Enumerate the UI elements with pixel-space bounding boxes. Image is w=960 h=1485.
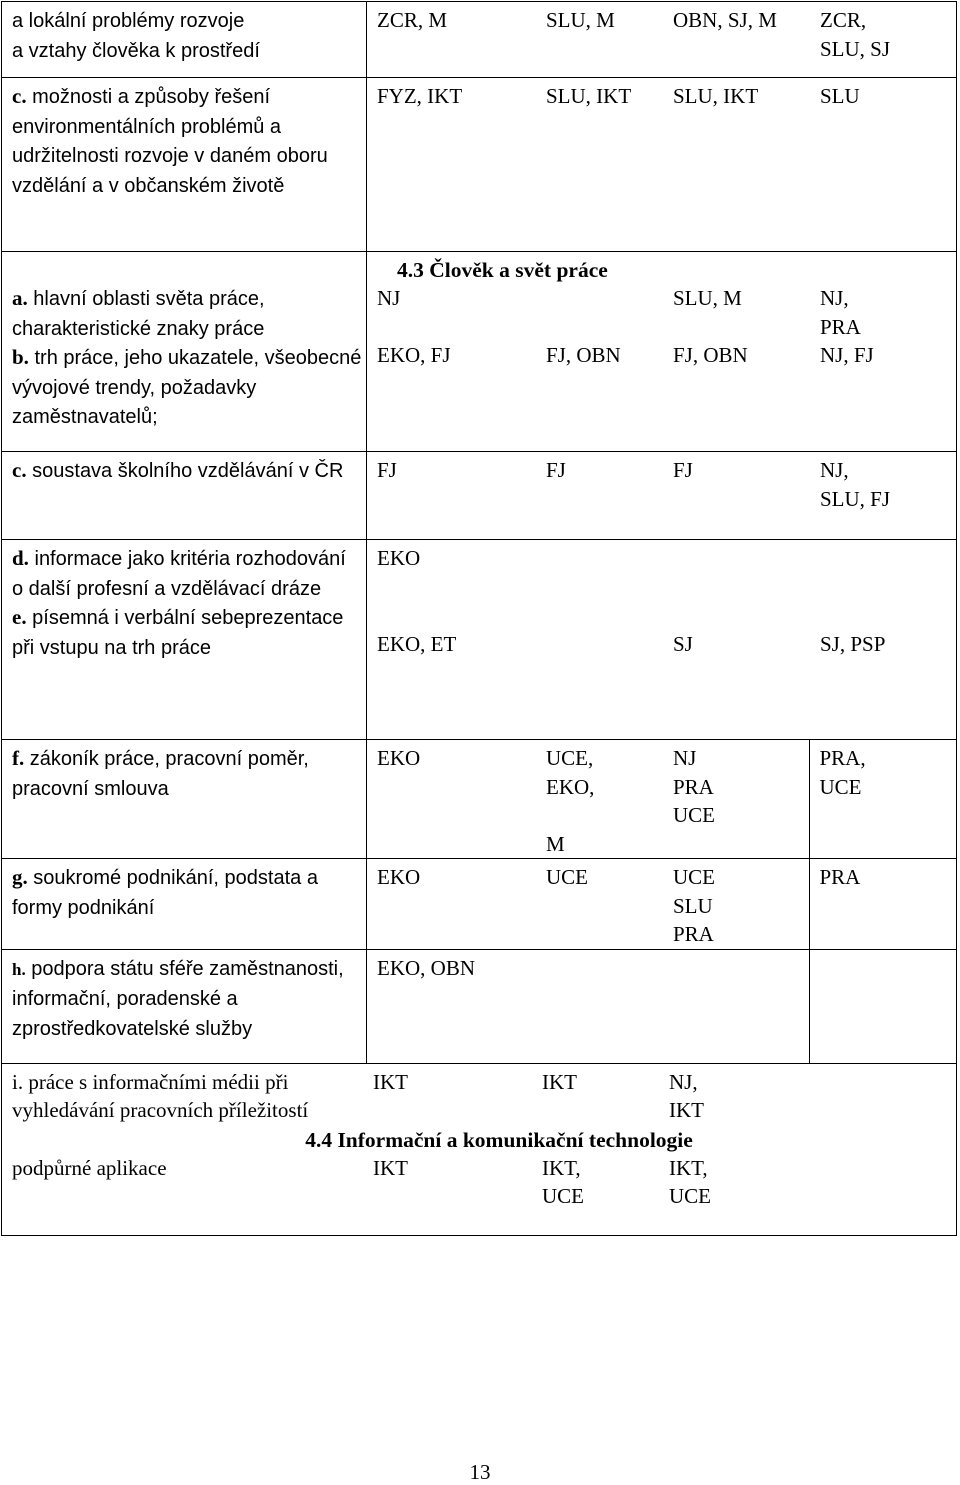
topic-text: podpůrné aplikace [12,1155,167,1180]
subject-col-4: NJ, FJ [820,343,874,367]
subjects-cell [367,452,957,540]
subject-col-2: UCE [546,865,588,889]
subject-col-4: ZCR, SLU, SJ [820,8,891,61]
subject-col-3: UCE SLU PRA [673,865,715,946]
subject-col-1: IKT [373,1155,408,1180]
item-mark: c. [12,84,27,108]
subjects-cell [367,2,957,78]
topic-text: trh práce, jeho ukazatele, všeobecné vývojové trendy, požadavky zaměstnavatelů; [12,347,362,428]
item-mark: i. [12,1069,24,1094]
table-row [2,1063,957,1235]
subjects-cell [367,859,810,950]
subject-col-2: IKT [542,1069,577,1094]
subject-col-4: NJ, PRA [820,286,861,339]
item-mark: b. [12,345,29,369]
item-mark: f. [12,746,25,770]
subject-col-4 [816,1154,956,1211]
topic-text: podpora státu sféře zaměstnanosti, informační, poradenské a zprostředkovatelské služby [12,957,344,1040]
subject-col-4 [810,950,957,954]
subject-col-2: SLU, M [546,8,615,32]
subject-col-4: PRA [819,865,861,889]
topic-cell [2,949,367,1063]
subjects-cell [367,252,957,452]
subjects-cell-col4 [809,859,957,950]
subject-col-3 [673,954,820,983]
topic-cell [2,452,367,540]
topic-cell [2,78,367,252]
item-mark: g. [12,865,28,889]
topic-text: informace jako kritéria rozhodování o další profesní a vzdělávací dráze [12,548,346,600]
subject-col-4: NJ, SLU, FJ [820,458,891,511]
subjects-cell [367,78,957,252]
table-row [2,252,957,452]
subject-col-2: FJ, OBN [546,343,621,367]
subjects-cell [367,740,810,859]
subject-col-3 [673,544,820,630]
subject-col-2 [546,630,673,659]
subject-col-1: NJ [377,286,401,310]
table-row [2,859,957,950]
item-mark: h. [12,959,26,979]
item-mark: e. [12,605,27,629]
topic-cell [2,252,367,452]
subject-col-3: NJ, IKT [669,1069,704,1122]
topic-cell [2,859,367,950]
subject-col-3: IKT, UCE [669,1155,711,1208]
topic-cell [2,540,367,740]
subject-col-1: EKO [377,746,421,770]
subject-col-1: ZCR, M [377,8,448,32]
subject-col-4: SJ, PSP [820,632,886,656]
subject-col-2 [546,954,673,983]
topic-text: zákoník práce, pracovní poměr, pracovní smlouva [12,748,309,800]
combined-cell [2,1063,957,1235]
topic-text: písemná i verbální sebeprezentace při vstupu na trh práce [12,607,344,659]
subject-col-3: SJ [673,632,693,656]
item-mark: a. [12,286,28,310]
topic-text: možnosti a způsoby řešení environmentálních problémů a udržitelnosti rozvoje v daném oboru vzdělání a v občanském životě [12,86,328,197]
topic-text: hlavní oblasti světa práce, charakteristické znaky práce [12,288,265,340]
subject-col-2: SLU, IKT [546,84,632,108]
subject-col-4: SLU [820,84,860,108]
table-row [2,452,957,540]
section-heading: 4.4 Informační a komunikační technologie [305,1127,693,1152]
curriculum-table [1,1,957,1236]
subject-col-3: NJ PRA UCE [673,746,715,827]
section-heading: 4.3 Člověk a svět práce [397,258,608,282]
topic-text: práce s informačními médii při vyhledávání pracovních příležitostí [12,1069,309,1122]
subject-col-1: EKO, ET [377,632,457,656]
subject-col-2: IKT, UCE [542,1155,584,1208]
table-row [2,540,957,740]
topic-text: a lokální problémy rozvoje a vztahy člověka k prostředí [12,10,260,62]
subject-col-1: EKO [377,546,421,570]
subjects-cell-col4 [809,949,957,1063]
item-mark: d. [12,546,29,570]
table-row [2,78,957,252]
subject-col-1: EKO, FJ [377,343,451,367]
subjects-cell-col4 [809,740,957,859]
table-row [2,2,957,78]
topic-text: soustava školního vzdělávání v ČR [26,460,344,482]
topic-cell [2,2,367,78]
subject-col-1: IKT [373,1069,408,1094]
subject-col-1: FJ [377,458,397,482]
subject-col-2 [546,544,673,630]
subject-col-3: SLU, IKT [673,84,759,108]
item-mark: c. [12,458,27,482]
table-row [2,740,957,859]
topic-cell [2,740,367,859]
subject-col-1: EKO [377,865,421,889]
subject-col-1: FYZ, IKT [377,84,463,108]
subject-col-4: PRA, UCE [819,746,866,799]
subject-col-2: FJ [546,458,566,482]
topic-text: soukromé podnikání, podstata a formy podnikání [12,867,318,919]
page-number: 13 [469,1460,491,1484]
subjects-cell [367,540,957,740]
subject-col-3: FJ [673,458,693,482]
subject-col-2 [546,284,673,341]
subject-col-3: SLU, M [673,286,742,310]
subject-col-2: UCE, EKO, M [546,746,595,856]
table-row [2,949,957,1063]
subject-col-3: FJ, OBN [673,343,748,367]
subject-col-4 [816,1068,956,1125]
subject-col-3: OBN, SJ, M [673,8,777,32]
subjects-cell [367,949,810,1063]
subject-col-1: EKO, OBN [377,955,475,980]
subject-col-4 [820,544,960,630]
